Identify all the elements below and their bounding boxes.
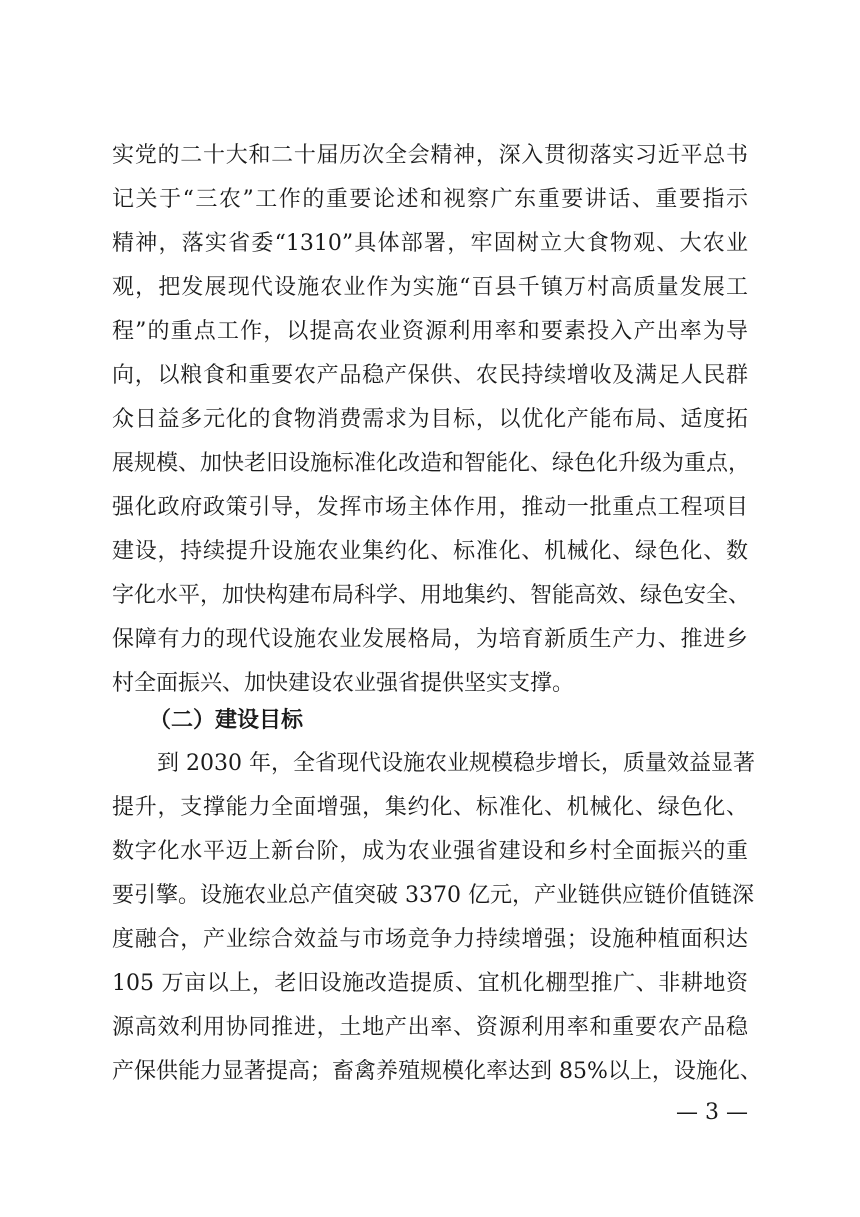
section-heading: （二）建设目标 xyxy=(149,708,304,733)
paragraph-1-line: 展规模、加快老旧设施标准化改造和智能化、绿色化升级为重点， xyxy=(112,451,751,476)
paragraph-1-line: 实党的二十大和二十届历次全会精神，深入贯彻落实习近平总书 xyxy=(112,143,748,168)
paragraph-1-line: 向，以粮食和重要农产品稳产保供、农民持续增收及满足人民群 xyxy=(112,363,748,388)
paragraph-1-line: 众日益多元化的食物消费需求为目标，以优化产能布局、适度拓 xyxy=(112,407,748,432)
paragraph-1-line: 村全面振兴、加快建设农业强省提供坚实支撑。 xyxy=(112,671,575,696)
paragraph-1-line: 建设，持续提升设施农业集约化、标准化、机械化、绿色化、数 xyxy=(112,539,748,564)
paragraph-1-line: 字化水平，加快构建布局科学、用地集约、智能高效、绿色安全、 xyxy=(112,583,751,608)
paragraph-2-line: 105 万亩以上，老旧设施改造提质、宜机化棚型推广、非耕地资 xyxy=(112,971,748,996)
paragraph-1-line: 精神，落实省委“1310”具体部署，牢固树立大食物观、大农业 xyxy=(112,231,748,256)
paragraph-1-line: 观，把发展现代设施农业作为实施“百县千镇万村高质量发展工 xyxy=(112,275,748,300)
paragraph-2-line: 数字化水平迈上新台阶，成为农业强省建设和乡村全面振兴的重 xyxy=(112,839,748,864)
paragraph-1-line: 保障有力的现代设施农业发展格局，为培育新质生产力、推进乡 xyxy=(112,627,748,652)
paragraph-1-line: 记关于“三农”工作的重要论述和视察广东重要讲话、重要指示 xyxy=(112,187,748,212)
paragraph-1-line: 程”的重点工作，以提高农业资源利用率和要素投入产出率为导 xyxy=(112,319,748,344)
page-number: — 3 — xyxy=(676,1100,748,1125)
paragraph-2-line: 源高效利用协同推进，土地产出率、资源利用率和重要农产品稳 xyxy=(112,1015,748,1040)
paragraph-2-line: 度融合，产业综合效益与市场竞争力持续增强；设施种植面积达 xyxy=(112,927,748,952)
paragraph-2-line: 提升，支撑能力全面增强，集约化、标准化、机械化、绿色化、 xyxy=(112,795,748,820)
paragraph-2-line: 产保供能力显著提高；畜禽养殖规模化率达到 85%以上，设施化、 xyxy=(112,1059,762,1084)
paragraph-2-line: 到 2030 年，全省现代设施农业规模稳步增长，质量效益显著 xyxy=(157,751,755,776)
paragraph-1-line: 强化政府政策引导，发挥市场主体作用，推动一批重点工程项目 xyxy=(112,495,748,520)
paragraph-2-line: 要引擎。设施农业总产值突破 3370 亿元，产业链供应链价值链深 xyxy=(112,883,754,908)
